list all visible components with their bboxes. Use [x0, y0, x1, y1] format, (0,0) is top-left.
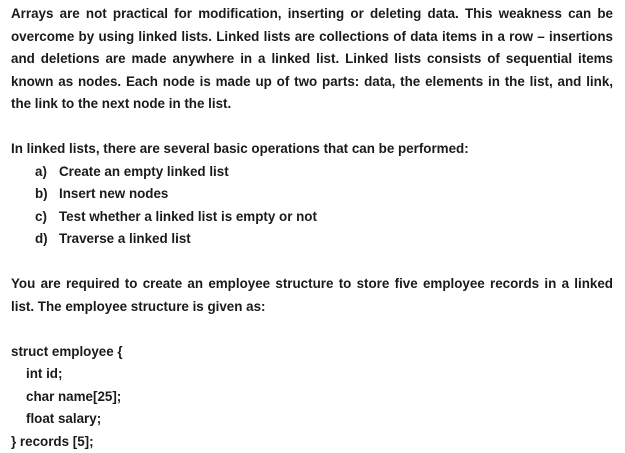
list-item-text: Insert new nodes	[59, 183, 168, 206]
code-line: } records [5];	[11, 431, 613, 453]
list-item	[11, 206, 613, 229]
requirement-paragraph: You are required to create an employee structure to store five employee records in a linked list. The employee structure is given as:	[11, 273, 613, 318]
code-line: char name[25];	[11, 386, 613, 409]
struct-code-block	[11, 341, 613, 453]
list-item-text: Traverse a linked list	[59, 228, 191, 251]
operations-list	[11, 161, 613, 251]
list-item	[11, 161, 613, 184]
list-item	[11, 183, 613, 206]
spacer	[11, 116, 613, 139]
code-line: struct employee {	[11, 341, 613, 364]
list-item-text: Create an empty linked list	[59, 161, 229, 184]
list-marker: b)	[35, 183, 59, 206]
code-line: float salary;	[11, 408, 613, 431]
list-item-text: Test whether a linked list is empty or not	[59, 206, 317, 229]
list-marker: c)	[35, 206, 59, 229]
list-item	[11, 228, 613, 251]
intro-paragraph: Arrays are not practical for modification, inserting or deleting data. This weakness can be overcome by using linked lists. Linked lists are collections of data items in a row – insertions and deletions are made anywhere in a linked list. Linked lists consists of sequential items known as nodes. Each node is made up of two parts: data, the elements in the list, and link, the link to the next node in the list.	[11, 3, 613, 116]
operations-intro-paragraph: In linked lists, there are several basic operations that can be performed:	[11, 138, 613, 161]
code-line: int id;	[11, 363, 613, 386]
spacer	[11, 251, 613, 274]
list-marker: d)	[35, 228, 59, 251]
list-marker: a)	[35, 161, 59, 184]
spacer	[11, 318, 613, 341]
